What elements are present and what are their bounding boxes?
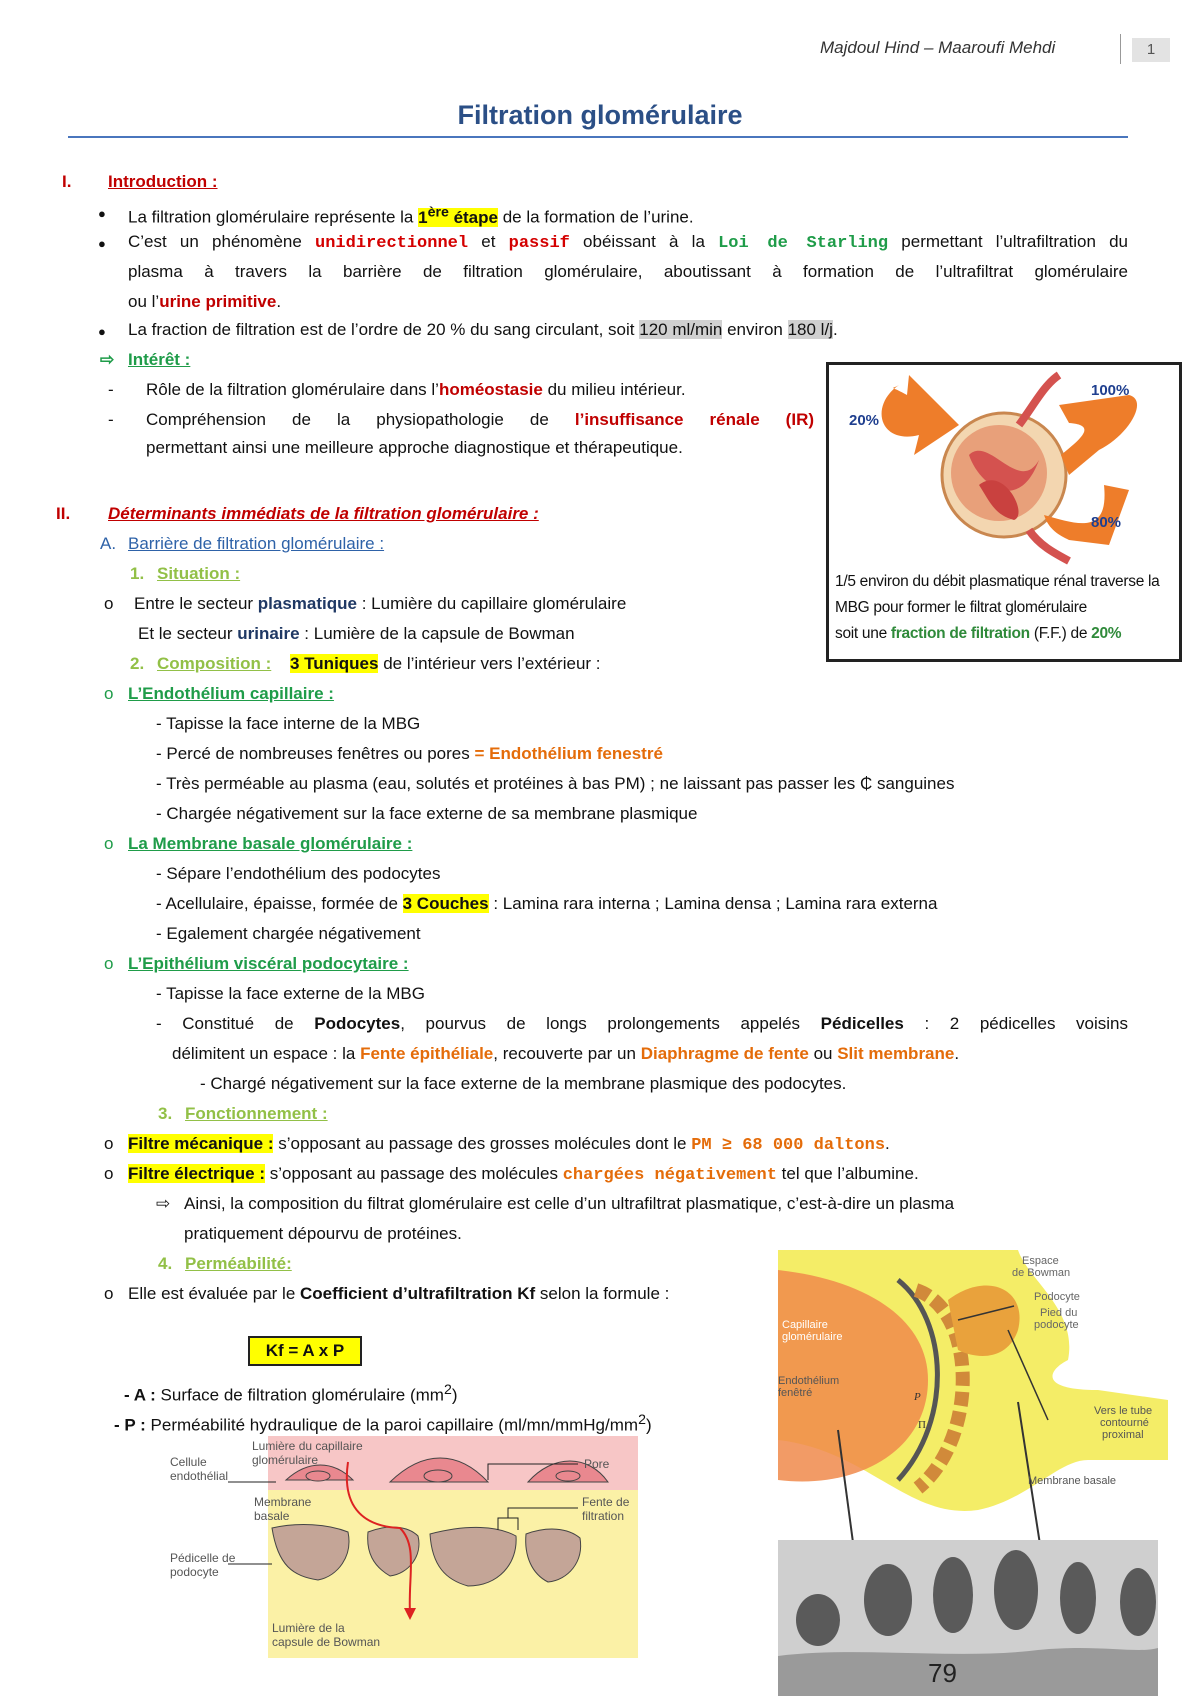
circle-bullet-icon: o	[104, 684, 114, 703]
value-180: 180 l/j	[787, 320, 833, 339]
section-2-title: Déterminants immédiats de la filtration glomérulaire :	[108, 504, 539, 523]
text: Rôle de la filtration glomérulaire dans l’	[146, 380, 439, 399]
text: tel que l’albumine.	[776, 1164, 919, 1183]
foot-label-2: podocyte	[1034, 1319, 1079, 1331]
term-unidirectionnel: unidirectionnel	[315, 234, 469, 253]
highlight-first-step	[418, 204, 498, 227]
text: fraction de filtration	[890, 625, 1030, 642]
situation-line-2	[138, 620, 575, 648]
circle-bullet-icon: o	[104, 834, 114, 853]
intro-bullet-2-line-2: plasma à travers la barrière de filtration glomérulaire, aboutissant à formation de l’ultrafiltrat glomérulaire	[128, 262, 1128, 281]
text: ou l’	[128, 292, 160, 311]
text: 1	[418, 207, 428, 227]
arrow-icon: ⇨	[100, 350, 115, 369]
header-author: Majdoul Hind – Maaroufi Mehdi	[820, 38, 1056, 57]
circle-bullet-icon: o	[104, 954, 114, 973]
term-fente: Fente épithéliale	[360, 1044, 494, 1063]
caption-line-3	[835, 621, 1159, 647]
pressure-p-label: P	[914, 1391, 921, 1403]
text: )	[451, 1385, 458, 1405]
tube-label-2: contourné	[1100, 1417, 1149, 1429]
text: (F.F.) de	[1029, 625, 1092, 642]
caption-line-2: MBG pour former le filtrat glomérulaire	[835, 599, 1087, 616]
filtre-mecanique	[128, 1130, 890, 1158]
permeabilite-line-1	[128, 1280, 669, 1308]
text: .	[885, 1134, 890, 1153]
basement-membrane-label: Membrane basale	[1028, 1475, 1117, 1487]
highlight-3-tuniques: 3 Tuniques	[290, 654, 379, 673]
glomerulus-illustration	[829, 365, 1179, 565]
term-diaphragme: Diaphragme de fente	[640, 1044, 809, 1063]
foot-process	[1120, 1568, 1156, 1636]
interet-item-2-line-2: permettant ainsi une meilleure approche diagnostique et thérapeutique.	[146, 438, 683, 457]
term-kf: Coefficient d’ultrafiltration Kf	[300, 1284, 536, 1303]
formula-p	[114, 1406, 652, 1434]
composition-title: Composition :	[157, 654, 272, 673]
figure-1-caption	[835, 569, 1159, 647]
term-passif: passif	[508, 234, 570, 253]
term-pedicelles: Pédicelles	[820, 1014, 904, 1033]
formula-box: Kf = A x P	[248, 1336, 362, 1366]
section-1-number: I.	[62, 172, 72, 191]
text: soit une	[835, 625, 891, 642]
endothelium-label-2: fenêtré	[778, 1387, 813, 1399]
conclusion-line-1: Ainsi, la composition du filtrat glomérulaire est celle d’un ultrafiltrat plasmatique, c’est-à-dire un plasma	[184, 1194, 955, 1213]
oncotic-pi-label: Π	[918, 1419, 926, 1431]
section-1-title: Introduction :	[108, 172, 218, 191]
endothelium-title: L’Endothélium capillaire :	[128, 684, 334, 703]
conclusion-line-2: pratiquement dépourvu de protéines.	[184, 1224, 462, 1243]
value-120: 120 ml/min	[639, 320, 723, 339]
text: Surface de filtration glomérulaire (mm	[155, 1385, 444, 1405]
text: ou	[808, 1044, 838, 1063]
foot-process	[864, 1564, 912, 1636]
barrier-diagram	[168, 1436, 638, 1658]
text: 2	[638, 1412, 646, 1428]
foot-process	[796, 1594, 840, 1646]
situation-line-1	[134, 590, 626, 618]
podocyte-label: Podocyte	[1034, 1291, 1080, 1303]
term-urine-primitive: urine primitive	[159, 292, 277, 311]
permeabilite-title: Perméabilité:	[185, 1254, 292, 1273]
formula-a	[124, 1376, 458, 1404]
text: - Constitué de	[156, 1014, 315, 1033]
text: La filtration glomérulaire représente la	[128, 207, 419, 227]
bowman-label-1: Lumière de la	[272, 1621, 345, 1635]
micrograph-membrane	[778, 1648, 1158, 1696]
bullet-icon: ●	[98, 324, 106, 339]
term-slit: Slit membrane	[837, 1044, 955, 1063]
text: 2	[443, 1382, 452, 1398]
text: Et le secteur	[138, 624, 238, 643]
document-title: Filtration glomérulaire	[457, 100, 743, 130]
composition-text	[290, 650, 601, 678]
dash-icon: -	[108, 410, 114, 429]
text: du milieu intérieur.	[542, 380, 686, 399]
text: s’opposant au passage des grosses molécules dont le	[273, 1134, 692, 1153]
term-homeostasie: homéostasie	[438, 380, 543, 399]
text: .	[832, 320, 838, 339]
endothelial-nucleus	[556, 1471, 580, 1481]
interet-item-2	[146, 406, 814, 434]
text: : 2 pédicelles voisins	[903, 1014, 1129, 1033]
header-divider	[1120, 34, 1121, 64]
text: - Percé de nombreuses fenêtres ou pores	[156, 744, 475, 763]
figure-podocyte-micrograph	[778, 1250, 1178, 1696]
dash-icon: -	[108, 380, 114, 399]
text: =	[474, 744, 490, 763]
bowman-space-label-1: Espace	[1022, 1255, 1059, 1267]
cell-label-2: endothélial	[170, 1469, 229, 1483]
mbg-line-1: - Sépare l’endothélium des podocytes	[156, 864, 441, 883]
epithelium-line-3	[172, 1040, 959, 1068]
circle-bullet-icon: o	[104, 1164, 114, 1183]
pore-label: Pore	[584, 1457, 610, 1471]
mbg-line-2	[156, 890, 937, 918]
fente-label-2: filtration	[582, 1509, 625, 1523]
endothelium-line-2	[156, 740, 663, 768]
bullet-icon: ●	[98, 236, 106, 251]
intro-bullet-1	[128, 198, 694, 226]
text: de la formation de l’urine.	[497, 207, 694, 227]
capillary-label-1: Capillaire	[782, 1319, 828, 1331]
situation-number: 1.	[130, 564, 145, 583]
epithelium-line-2	[156, 1010, 1128, 1038]
arrow-icon: ⇨	[156, 1194, 171, 1213]
lumen-label-2: glomérulaire	[252, 1453, 319, 1467]
percent-20-label: 20%	[849, 412, 880, 429]
text: C’est un phénomène	[128, 232, 316, 251]
fonctionnement-number: 3.	[158, 1104, 173, 1123]
membrane-label-1: Membrane	[254, 1495, 312, 1509]
text: )	[645, 1415, 652, 1435]
text: , pourvus de longs prolongements appelés	[400, 1014, 821, 1033]
text: Compréhension de la physiopathologie de	[146, 410, 575, 429]
text: La fraction de filtration est de l’ordre de 20 % du sang circulant, soit	[128, 320, 640, 339]
subsection-a-number: A.	[100, 534, 117, 553]
composition-number: 2.	[130, 654, 145, 673]
term-plasmatique: plasmatique	[257, 594, 357, 613]
afferent-arteriole	[1019, 375, 1059, 425]
highlight-filtre-electrique: Filtre électrique :	[128, 1164, 265, 1183]
bullet-icon: ●	[98, 206, 106, 221]
term-fenestre: Endothélium fenestré	[489, 744, 663, 763]
endothelium-line-4: - Chargée négativement sur la face externe de sa membrane plasmique	[156, 804, 698, 823]
circle-bullet-icon: o	[104, 1284, 114, 1303]
percent-80-label: 80%	[1091, 514, 1122, 531]
text: délimitent un espace : la	[172, 1044, 361, 1063]
term-ir: l’insuffisance rénale (IR)	[574, 410, 815, 429]
figure-glomerulus-fraction	[826, 362, 1182, 662]
bowman-label-2: capsule de Bowman	[272, 1635, 381, 1649]
foot-label-1: Pied du	[1040, 1307, 1078, 1319]
term-pm: PM ≥ 68 000 daltons	[691, 1136, 886, 1155]
fonctionnement-title: Fonctionnement :	[185, 1104, 328, 1123]
term-podocytes: Podocytes	[314, 1014, 401, 1033]
text: , recouverte par un	[493, 1044, 641, 1063]
endothelium-line-1: - Tapisse la face interne de la MBG	[156, 714, 421, 733]
text: étape	[448, 207, 498, 227]
figure-number-label: 79	[928, 1658, 957, 1688]
text: 20%	[1091, 625, 1122, 642]
text: permettant l’ultrafiltration du	[888, 232, 1129, 251]
epithelium-line-1: - Tapisse la face externe de la MBG	[156, 984, 425, 1003]
capillary-label-2: glomérulaire	[782, 1331, 843, 1343]
pedicel-label-1: Pédicelle de	[170, 1551, 236, 1565]
text: et	[468, 232, 509, 251]
endothelial-nucleus	[306, 1471, 330, 1481]
intro-bullet-3	[128, 316, 838, 344]
membrane-label-2: basale	[254, 1509, 290, 1523]
text: obéissant à la	[569, 232, 719, 251]
tube-label-3: proximal	[1102, 1429, 1144, 1441]
podocyte-body	[948, 1286, 1020, 1356]
text: de l’intérieur vers l’extérieur :	[378, 654, 601, 673]
mbg-line-3: - Egalement chargée négativement	[156, 924, 421, 943]
circle-bullet-icon: o	[104, 594, 114, 613]
interet-title: Intérêt :	[128, 350, 191, 369]
foot-process	[994, 1550, 1038, 1630]
arrow-in-shape	[882, 375, 959, 455]
tube-label-1: Vers le tube	[1094, 1405, 1153, 1417]
text: .	[954, 1044, 960, 1063]
pedicel-label-2: podocyte	[170, 1565, 219, 1579]
page-number: 1	[1132, 38, 1170, 62]
term-urinaire: urinaire	[237, 624, 300, 643]
text: Perméabilité hydraulique de la paroi capillaire (ml/mn/mmHg/mm	[145, 1415, 639, 1435]
epithelium-title: L’Epithélium viscéral podocytaire :	[128, 954, 409, 973]
mbg-title: La Membrane basale glomérulaire :	[128, 834, 413, 853]
text: .	[276, 292, 282, 311]
text: : Lumière du capillaire glomérulaire	[356, 594, 627, 613]
section-2-number: II.	[56, 504, 71, 523]
foot-process	[1060, 1562, 1096, 1634]
intro-bullet-2-line-1	[128, 228, 1128, 256]
situation-title: Situation :	[157, 564, 241, 583]
text: environ	[722, 320, 788, 339]
text: selon la formule :	[535, 1284, 670, 1303]
intro-bullet-2-line-3	[128, 288, 281, 316]
endothelium-label-1: Endothélium	[778, 1375, 840, 1387]
text: Elle est évaluée par le	[128, 1284, 300, 1303]
figure-filtration-barrier	[168, 1436, 638, 1658]
arrow-top-right-shape	[1059, 395, 1137, 475]
subsection-a-title: Barrière de filtration glomérulaire :	[128, 534, 385, 553]
lumen-label-1: Lumière du capillaire	[252, 1439, 363, 1453]
text: - Acellulaire, épaisse, formée de	[156, 894, 403, 913]
endothelium-line-3: - Très perméable au plasma (eau, solutés et protéines à bas PM) ; ne laissant pas passer les ₵ sanguines	[156, 774, 955, 793]
podocyte-diagram	[778, 1250, 1178, 1696]
percent-100-label: 100%	[1091, 382, 1130, 399]
epithelium-line-4: - Chargé négativement sur la face externe de la membrane plasmique des podocytes.	[200, 1074, 847, 1093]
highlight-filtre-mecanique: Filtre mécanique :	[128, 1134, 274, 1153]
circle-bullet-icon: o	[104, 1134, 114, 1153]
term-charges: chargées négativement	[562, 1166, 777, 1185]
permeabilite-number: 4.	[158, 1254, 173, 1273]
text: s’opposant au passage des molécules	[264, 1164, 563, 1183]
cell-label-1: Cellule	[170, 1455, 207, 1469]
text: - A :	[124, 1385, 156, 1405]
text: ère	[427, 204, 449, 220]
bowman-space-label-2: de Bowman	[1012, 1267, 1071, 1279]
text: : Lamina rara interna ; Lamina densa ; Lamina rara externa	[488, 894, 938, 913]
foot-process	[933, 1557, 973, 1633]
title-underline	[68, 136, 1128, 138]
fente-label-1: Fente de	[582, 1495, 630, 1509]
endothelial-nucleus	[424, 1470, 452, 1482]
text: : Lumière de la capsule de Bowman	[299, 624, 575, 643]
highlight-3-couches: 3 Couches	[402, 894, 489, 913]
interet-item-1	[146, 376, 686, 404]
caption-line-1: 1/5 environ du débit plasmatique rénal traverse la	[835, 573, 1160, 590]
filtre-electrique	[128, 1160, 919, 1188]
text: Entre le secteur	[134, 594, 258, 613]
text: - P :	[114, 1415, 146, 1435]
term-starling: Loi de Starling	[718, 234, 889, 253]
